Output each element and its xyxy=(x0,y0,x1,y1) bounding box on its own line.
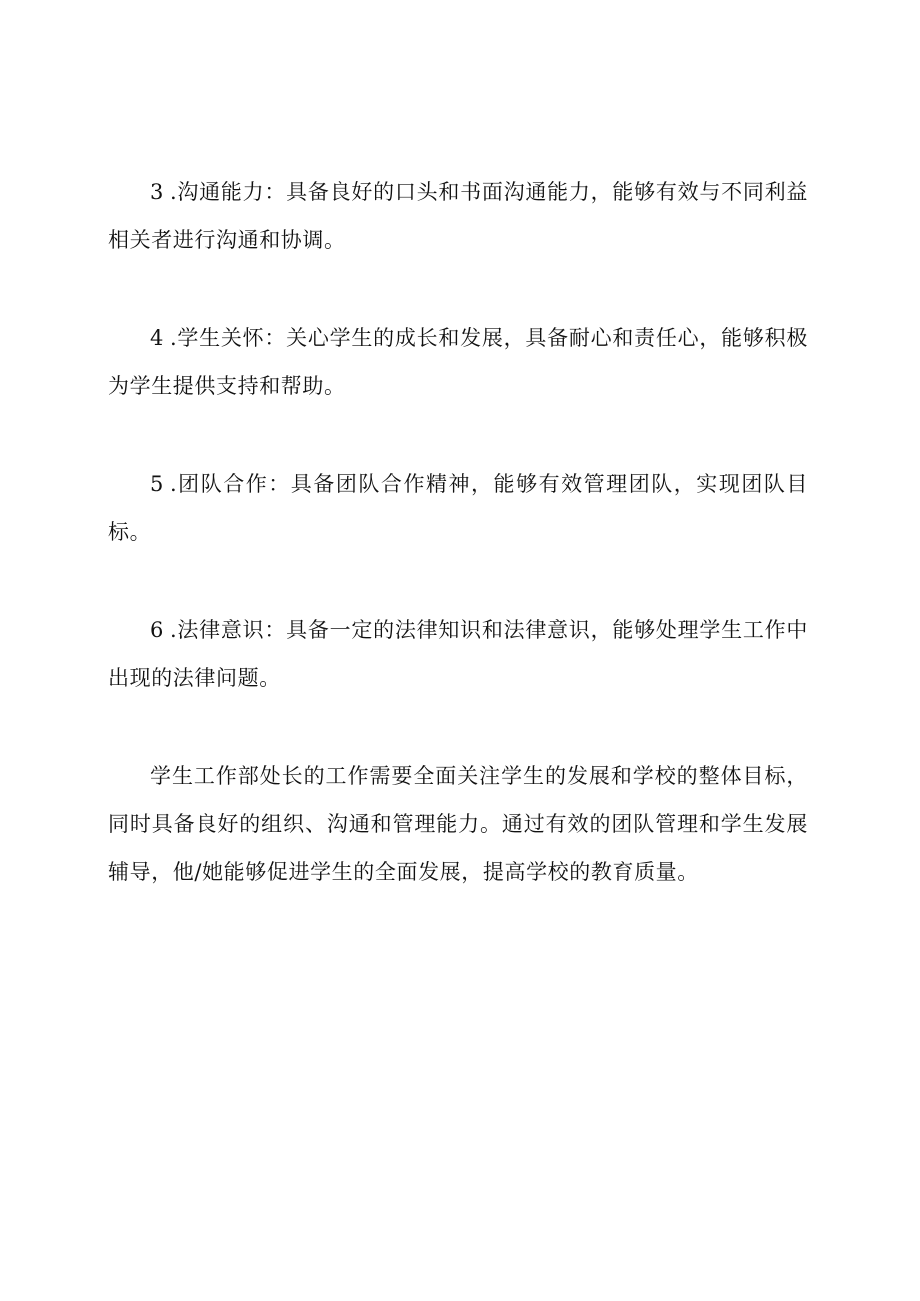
list-item-legal-awareness xyxy=(108,606,808,702)
summary-paragraph: 学生工作部处长的工作需要全面关注学生的发展和学校的整体目标，同时具备良好的组织、沟通和管理能力。通过有效的团队管理和学生发展辅导，他/她能够促进学生的全面发展，提高学校的教育质量。 xyxy=(108,764,808,884)
item-number: 6 xyxy=(150,618,164,642)
list-item-communication xyxy=(108,168,808,264)
item-number: 3 xyxy=(150,180,164,204)
item-number: 4 xyxy=(150,326,164,350)
item-number: 5 xyxy=(150,472,164,496)
item-text: .法律意识：具备一定的法律知识和法律意识，能够处理学生工作中出现的法律问题。 xyxy=(108,618,808,690)
list-item-student-care xyxy=(108,314,808,410)
item-text: .团队合作：具备团队合作精神，能够有效管理团队，实现团队目标。 xyxy=(108,472,808,544)
document-body xyxy=(108,168,808,946)
item-text: .学生关怀：关心学生的成长和发展，具备耐心和责任心，能够积极为学生提供支持和帮助。 xyxy=(108,326,808,398)
item-text: .沟通能力：具备良好的口头和书面沟通能力，能够有效与不同利益相关者进行沟通和协调。 xyxy=(108,180,808,252)
list-item-teamwork xyxy=(108,460,808,556)
